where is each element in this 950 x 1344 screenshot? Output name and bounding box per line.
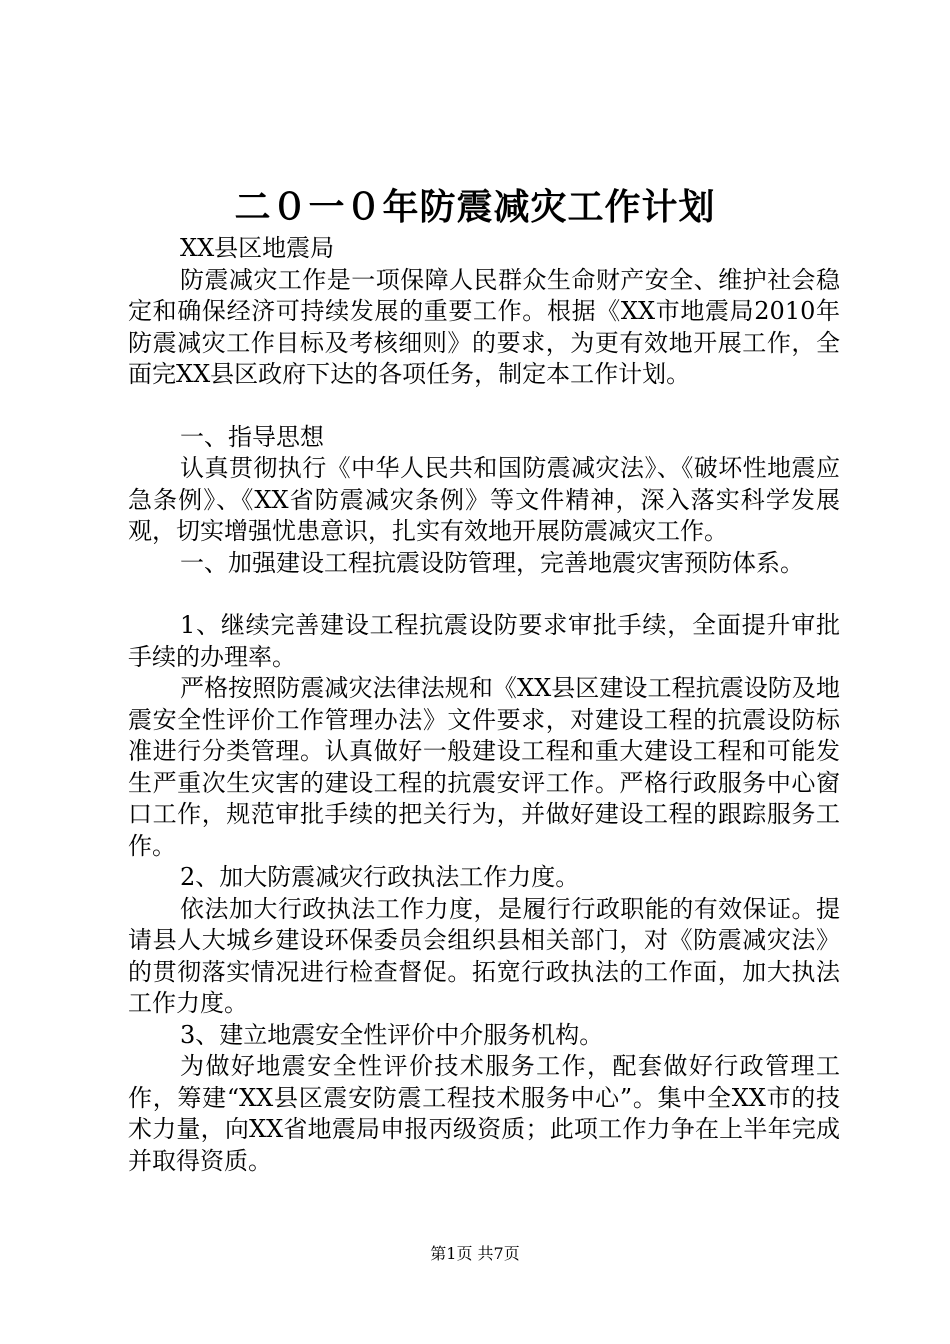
document-title: 二０一０年防震减灾工作计划 (234, 187, 716, 228)
paragraph-guiding-thought: 认真贯彻执行《中华人民共和国防震减灾法》、《破坏性地震应急条例》、《XX省防震减灾条例》等文件精神，深入落实科学发展观，切实增强忧患意识，扎实有效地开展防震减灾工作。 (128, 454, 840, 545)
item-2-heading: 2、加大防震减灾行政执法工作力度。 (180, 863, 580, 891)
heading-section-one: 一、加强建设工程抗震设防管理，完善地震灾害预防体系。 (180, 548, 804, 577)
item-2-body: 依法加大行政执法工作力度，是履行行政职能的有效保证。提请县人大城乡建设环保委员会组织县相关部门，对《防震减灾法》的贯彻落实情况进行检查督促。拓宽行政执法的工作面，加大执法工作力度。 (128, 894, 840, 1017)
item-1-heading: 1、继续完善建设工程抗震设防要求审批手续，全面提升审批手续的办理率。 (128, 611, 840, 671)
author-line: XX县区地震局 (180, 234, 335, 262)
paragraph-intro: 防震减灾工作是一项保障人民群众生命财产安全、维护社会稳定和确保经济可持续发展的重要工作。根据《XX市地震局2010年防震减灾工作目标及考核细则》的要求，为更有效地开展工作，全面完XX县区政府下达的各项任务，制定本工作计划。 (128, 265, 840, 388)
item-1-body: 严格按照防震减灾法律法规和《XX县区建设工程抗震设防及地震安全性评价工作管理办法》文件要求，对建设工程的抗震设防标准进行分类管理。认真做好一般建设工程和重大建设工程和可能发生严重次生灾害的建设工程的抗震安评工作。严格行政服务中心窗口工作，规范审批手续的把关行为，并做好建设工程的跟踪服务工作。 (128, 674, 840, 860)
item-3-body: 为做好地震安全性评价技术服务工作，配套做好行政管理工作，筹建“XX县区震安防震工程技术服务中心”。集中全XX市的技术力量，向XX省地震局申报丙级资质；此项工作力争在上半年完成并取得资质。 (128, 1052, 840, 1175)
page-number: 第1页 共7页 (430, 1244, 520, 1263)
heading-guiding-thought: 一、指导思想 (180, 422, 324, 451)
item-3-heading: 3、建立地震安全性评价中介服务机构。 (180, 1020, 604, 1049)
document-body (128, 233, 840, 1177)
